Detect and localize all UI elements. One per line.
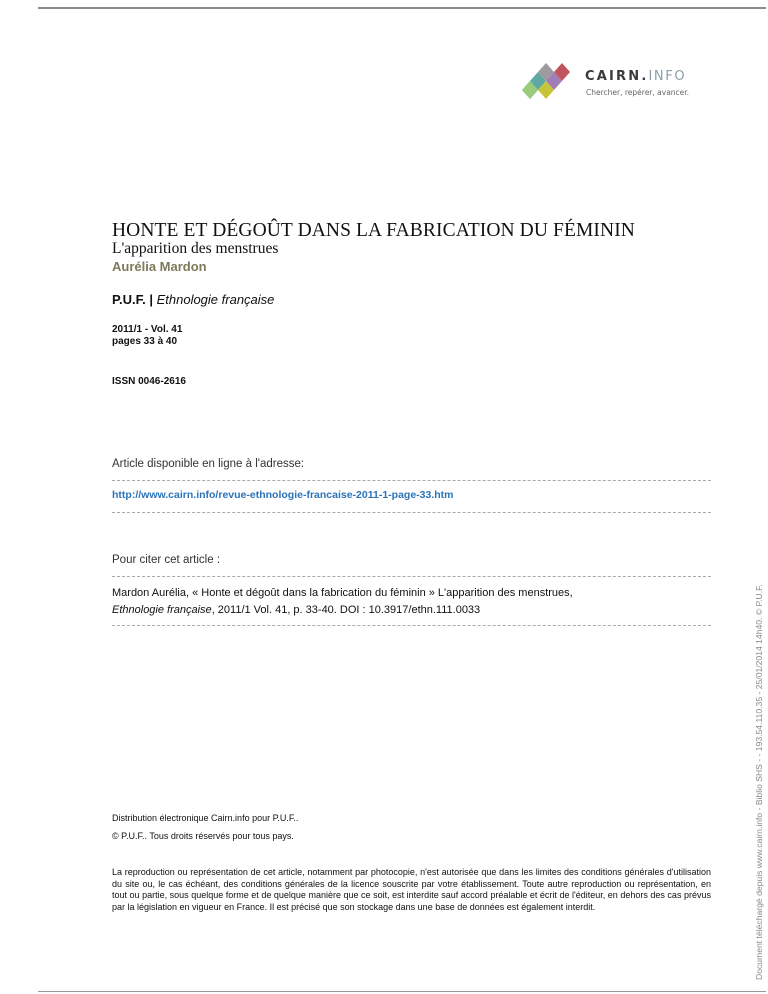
cairn-tagline: Chercher, repérer, avancer. (586, 88, 690, 97)
bottom-rule (38, 991, 766, 992)
legal-notice: La reproduction ou représentation de cet article, notamment par photocopie, n'est autorisée que dans les limites des conditions générales d'utilisation du site ou, le cas échéant, des conditions générales de la licence souscrite par votre établissement. Toute autre reproduction ou représentation, en tout ou partie, sous quelque forme et de quelque manière que ce soit, est interdite sauf accord préalable et écrit de l'éditeur, en dehors des cas prévus par la législation en vigueur en France. Il est précisé que son stockage dans une base de données est également interdit. (112, 867, 711, 912)
citation-text (112, 585, 573, 618)
distribution-note: Distribution électronique Cairn.info pour P.U.F.. (112, 813, 299, 823)
issn: ISSN 0046-2616 (112, 376, 186, 387)
article-subtitle: L'apparition des menstrues (112, 240, 279, 257)
issue-volume: 2011/1 - Vol. 41 (112, 324, 183, 335)
issue-pages: pages 33 à 40 (112, 336, 178, 347)
dashed-divider (112, 512, 711, 513)
top-rule (38, 7, 766, 9)
publisher-line (112, 292, 274, 307)
publisher-name[interactable]: P.U.F. (112, 292, 146, 307)
journal-name[interactable]: Ethnologie française (156, 292, 275, 307)
citation-label: Pour citer cet article : (112, 554, 221, 566)
article-title: HONTE ET DÉGOÛT DANS LA FABRICATION DU FÉMININ (112, 220, 635, 241)
citation-line-2: Ethnologie française, 2011/1 Vol. 41, p. 33-40. DOI : 10.3917/ethn.111.0033 (112, 603, 481, 616)
issue-info (112, 324, 182, 348)
citation-line-1: Mardon Aurélia, « Honte et dégoût dans la fabrication du féminin » L'apparition des menstrues, (112, 587, 573, 599)
dashed-divider (112, 625, 711, 626)
cairn-logo[interactable] (511, 61, 701, 101)
cairn-wordmark: CAIRN.INFO (585, 69, 687, 84)
download-stamp: Document téléchargé depuis www.cairn.info - Biblio SHS - - 193.54.110.35 - 25/01/2014 14h40. © P.U.F. (754, 584, 764, 980)
publisher-separator: | (145, 292, 157, 307)
cairn-diamonds-icon (511, 61, 581, 101)
dashed-divider (112, 480, 711, 481)
copyright-note: © P.U.F.. Tous droits réservés pour tous pays. (112, 831, 294, 841)
article-url-link[interactable]: http://www.cairn.info/revue-ethnologie-francaise-2011-1-page-33.htm (112, 489, 454, 501)
online-label: Article disponible en ligne à l'adresse: (112, 458, 305, 470)
article-author[interactable]: Aurélia Mardon (112, 259, 207, 274)
dashed-divider (112, 576, 711, 577)
